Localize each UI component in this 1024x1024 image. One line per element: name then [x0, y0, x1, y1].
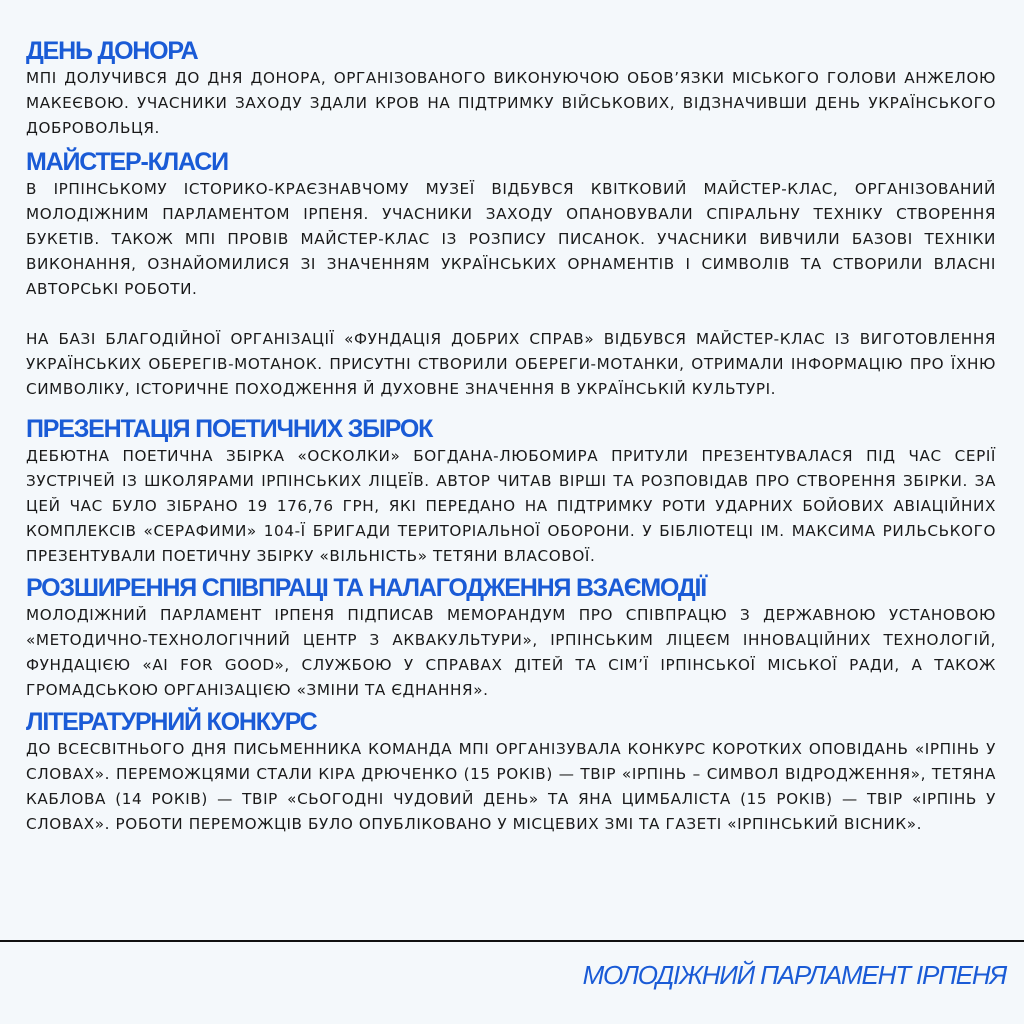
section-heading: МАЙСТЕР-КЛАСИ [26, 148, 228, 176]
document-body [26, 36, 996, 837]
section-heading: ЛІТЕРАТУРНИЙ КОНКУРС [26, 708, 317, 736]
footer-divider [0, 940, 1024, 942]
section-cooperation [26, 573, 996, 703]
section-donor-day [26, 36, 996, 141]
section-paragraph: МПІ ДОЛУЧИВСЯ ДО ДНЯ ДОНОРА, ОРГАНІЗОВАНОГО ВИКОНУЮЧОЮ ОБОВ’ЯЗКИ МІСЬКОГО ГОЛОВИ АНЖЕЛОЮ МАКЕЄВОЮ. УЧАСНИКИ ЗАХОДУ ЗДАЛИ КРОВ НА ПІДТРИМКУ ВІЙСЬКОВИХ, ВІДЗНАЧИВШИ ДЕНЬ УКРАЇНСЬКОГО ДОБРОВОЛЬЦЯ. [26, 69, 996, 137]
section-heading: ПРЕЗЕНТАЦІЯ ПОЕТИЧНИХ ЗБІРОК [26, 415, 433, 443]
section-heading: РОЗШИРЕННЯ СПІВПРАЦІ ТА НАЛАГОДЖЕННЯ ВЗАЄМОДІЇ [26, 574, 706, 602]
section-paragraph: ДО ВСЕСВІТНЬОГО ДНЯ ПИСЬМЕННИКА КОМАНДА МПІ ОРГАНІЗУВАЛА КОНКУРС КОРОТКИХ ОПОВІДАНЬ «ІРПІНЬ У СЛОВАХ». ПЕРЕМОЖЦЯМИ СТАЛИ КІРА ДРЮЧЕНКО (15 РОКІВ) — ТВІР «ІРПІНЬ – СИМВОЛ ВІДРОДЖЕННЯ», ТЕТЯНА КАБЛОВА (14 РОКІВ) — ТВІР «СЬОГОДНІ ЧУДОВИЙ ДЕНЬ» ТА ЯНА ЦИМБАЛІСТА (15 РОКІВ) — ТВІР «ІРПІНЬ У СЛОВАХ». РОБОТИ ПЕРЕМОЖЦІВ БУЛО ОПУБЛІКОВАНО У МІСЦЕВИХ ЗМІ ТА ГАЗЕТІ «ІРПІНСЬКИЙ ВІСНИК». [26, 740, 996, 833]
section-paragraph: ДЕБЮТНА ПОЕТИЧНА ЗБІРКА «ОСКОЛКИ» БОГДАНА-ЛЮБОМИРА ПРИТУЛИ ПРЕЗЕНТУВАЛАСЯ ПІД ЧАС СЕРІЇ ЗУСТРІЧЕЙ ІЗ ШКОЛЯРАМИ ІРПІНСЬКИХ ЛІЦЕЇВ. АВТОР ЧИТАВ ВІРШІ ТА РОЗПОВІДАВ ПРО СТВОРЕННЯ ЗБІРКИ. ЗА ЦЕЙ ЧАС БУЛО ЗІБРАНО 19 176,76 ГРН, ЯКІ ПЕРЕДАНО НА ПІДТРИМКУ РОТИ УДАРНИХ БОЙОВИХ АВІАЦІЙНИХ КОМПЛЕКСІВ «СЕРАФИМИ» 104-Ї БРИГАДИ ТЕРИТОРІАЛЬНОЇ ОБОРОНИ. У БІБЛІОТЕЦІ ІМ. МАКСИМА РИЛЬСЬКОГО ПРЕЗЕНТУВАЛИ ПОЕТИЧНУ ЗБІРКУ «ВІЛЬНІСТЬ» ТЕТЯНИ ВЛАСОВОЇ. [26, 447, 996, 565]
section-paragraph: МОЛОДІЖНИЙ ПАРЛАМЕНТ ІРПЕНЯ ПІДПИСАВ МЕМОРАНДУМ ПРО СПІВПРАЦЮ З ДЕРЖАВНОЮ УСТАНОВОЮ «МЕТОДИЧНО-ТЕХНОЛОГІЧНИЙ ЦЕНТР З АКВАКУЛЬТУРИ», ІРПІНСЬКИМ ЛІЦЕЄМ ІННОВАЦІЙНИХ ТЕХНОЛОГІЙ, ФУНДАЦІЄЮ «AI FOR GOOD», СЛУЖБОЮ У СПРАВАХ ДІТЕЙ ТА СІМ’Ї ІРПІНСЬКОЇ МІСЬКОЇ РАДИ, А ТАКОЖ ГРОМАДСЬКОЮ ОРГАНІЗАЦІЄЮ «ЗМІНИ ТА ЄДНАННЯ». [26, 606, 996, 699]
section-master-classes [26, 147, 996, 402]
section-literary-contest [26, 707, 996, 837]
section-paragraph: В ІРПІНСЬКОМУ ІСТОРИКО-КРАЄЗНАВЧОМУ МУЗЕЇ ВІДБУВСЯ КВІТКОВИЙ МАЙСТЕР-КЛАС, ОРГАНІЗОВАНИЙ МОЛОДІЖНИМ ПАРЛАМЕНТОМ ІРПЕНЯ. УЧАСНИКИ ЗАХОДУ ОПАНОВУВАЛИ СПІРАЛЬНУ ТЕХНІКУ СТВОРЕННЯ БУКЕТІВ. ТАКОЖ МПІ ПРОВІВ МАЙСТЕР-КЛАС ІЗ РОЗПИСУ ПИСАНОК. УЧАСНИКИ ВИВЧИЛИ БАЗОВІ ТЕХНІКИ ВИКОНАННЯ, ОЗНАЙОМИЛИСЯ ЗІ ЗНАЧЕННЯМ УКРАЇНСЬКИХ ОРНАМЕНТІВ І СИМВОЛІВ ТА СТВОРИЛИ ВЛАСНІ АВТОРСЬКІ РОБОТИ. [26, 180, 996, 298]
section-paragraph: НА БАЗІ БЛАГОДІЙНОЇ ОРГАНІЗАЦІЇ «ФУНДАЦІЯ ДОБРИХ СПРАВ» ВІДБУВСЯ МАЙСТЕР-КЛАС ІЗ ВИГОТОВЛЕННЯ УКРАЇНСЬКИХ ОБЕРЕГІВ-МОТАНОК. ПРИСУТНІ СТВОРИЛИ ОБЕРЕГИ-МОТАНКИ, ОТРИМАЛИ ІНФОРМАЦІЮ ПРО ЇХНЮ СИМВОЛІКУ, ІСТОРИЧНЕ ПОХОДЖЕННЯ Й ДУХОВНЕ ЗНАЧЕННЯ В УКРАЇНСЬКІЙ КУЛЬТУРІ. [26, 330, 996, 398]
section-poetry-presentation [26, 414, 996, 569]
section-heading: ДЕНЬ ДОНОРА [26, 37, 198, 65]
footer-title: МОЛОДІЖНИЙ ПАРЛАМЕНТ ІРПЕНЯ [582, 960, 1006, 990]
